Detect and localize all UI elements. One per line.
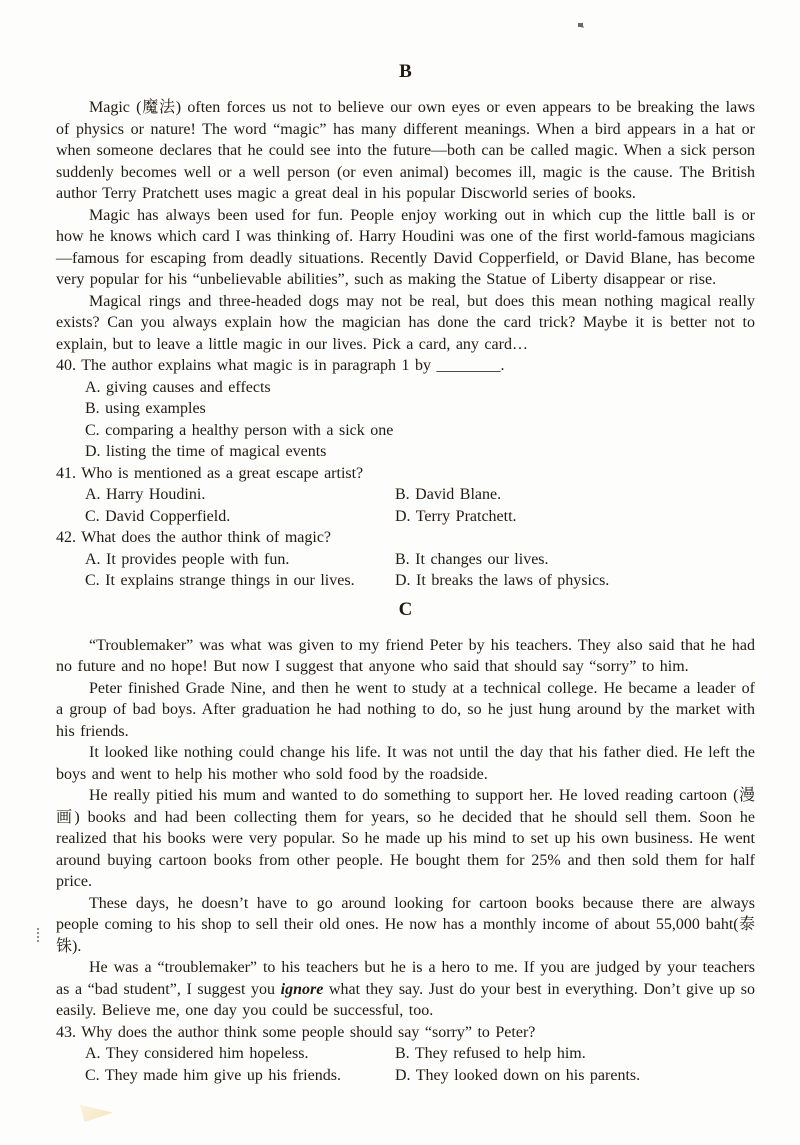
passage-c-paragraph-1: “Troublemaker” was what was given to my friend Peter by his teachers. They also said that he had no future and no hope! But now I suggest that anyone who said that should say “sorry” to him. bbox=[56, 636, 755, 675]
question-43 bbox=[56, 1022, 755, 1087]
passage-b-paragraph-3: Magical rings and three-headed dogs may not be real, but does this mean nothing magical really exists? Can you always explain how the magician has done the card trick? Maybe it is better not to explain, but to leave a little magic in our lives. Pick a card, any card… bbox=[56, 292, 755, 353]
passage-c-paragraph-3: It looked like nothing could change his life. It was not until the day that his father died. He left the boys and went to help his mother who sold food by the roadside. bbox=[56, 744, 755, 783]
question-41 bbox=[56, 463, 755, 528]
option-a: A. They considered him hopeless. bbox=[85, 1045, 309, 1062]
paragraph-text-post: what they say. Just do your best in everything. Don’t give up so easily. Believe me, one day you could be successful, too. bbox=[56, 980, 756, 1019]
question-41-stem: 41. Who is mentioned as a great escape artist? bbox=[56, 464, 364, 482]
question-42-stem: 42. What does the author think of magic? bbox=[56, 529, 332, 546]
question-42-options bbox=[56, 549, 755, 592]
option-a: A. Harry Houdini. bbox=[85, 486, 206, 503]
passage-c-paragraph-4: He really pitied his mum and wanted to do something to support her. He loved reading cartoon (漫画) books and had been collecting them for years, so he decided that he should sell them. Soon he realized that his books were very popular. So he made up his mind to set up his own business. He went around buying cartoon books from other people. He bought them for 25% and then sold them for half price. bbox=[56, 787, 756, 890]
option-b: B. They refused to help him. bbox=[395, 1045, 586, 1062]
option-c: C. It explains strange things in our lives. bbox=[85, 572, 355, 589]
option-c: C. David Copperfield. bbox=[85, 507, 231, 525]
yellow-arrow-artifact bbox=[80, 1104, 113, 1122]
option-a: A. It provides people with fun. bbox=[85, 550, 290, 568]
question-42 bbox=[56, 527, 755, 592]
option-a: A. giving causes and effects bbox=[85, 378, 271, 396]
passage-c-paragraph-6 bbox=[56, 957, 755, 1022]
scan-speck-artifact bbox=[578, 23, 583, 27]
margin-dotted-mark-artifact bbox=[37, 928, 39, 942]
paragraph-text-pre: He was a “troublemaker” to his teachers but he is a hero to me. If you are judged by your teachers as a “bad student”, I suggest you bbox=[56, 959, 755, 998]
option-b: B. It changes our lives. bbox=[395, 550, 549, 568]
option-c: C. comparing a healthy person with a sick one bbox=[85, 421, 394, 439]
question-41-options bbox=[56, 484, 755, 527]
passage-c-paragraph-5: These days, he doesn’t have to go around looking for cartoon books because there are always people coming to his shop to sell their old ones. He now has a monthly income of about 55,000 baht(泰铢). bbox=[56, 894, 756, 955]
option-b: B. using examples bbox=[85, 400, 206, 417]
question-43-options bbox=[56, 1043, 755, 1086]
emphasized-word: ignore bbox=[280, 980, 324, 998]
option-d: D. It breaks the laws of physics. bbox=[395, 572, 610, 589]
option-d: D. Terry Pratchett. bbox=[395, 507, 517, 525]
passage-b-paragraph-1: Magic (魔法) often forces us not to believe our own eyes or even appears to be breaking the laws of physics or nature! The word “magic” has many different meanings. When a bird appears in a hat or when someone declares that he could see into the future—both can be called magic. When a sick person suddenly becomes well or a well person (or even animal) becomes ill, magic is the cause. The British author Terry Pratchett uses magic a great deal in his popular Discworld series of books. bbox=[56, 99, 755, 202]
question-40 bbox=[56, 355, 755, 463]
option-d: D. They looked down on his parents. bbox=[395, 1066, 641, 1084]
option-d: D. listing the time of magical events bbox=[85, 443, 327, 460]
question-40-options bbox=[56, 377, 755, 463]
question-40-stem: 40. The author explains what magic is in paragraph 1 by ________. bbox=[56, 357, 505, 374]
option-b: B. David Blane. bbox=[395, 486, 502, 503]
passage-c-paragraph-2: Peter finished Grade Nine, and then he went to study at a technical college. He became a leader of a group of bad boys. After graduation he had nothing to do, so he just hung around by the market with his friends. bbox=[56, 679, 755, 740]
option-c: C. They made him give up his friends. bbox=[85, 1066, 341, 1084]
passage-b-paragraph-2: Magic has always been used for fun. People enjoy working out in which cup the little ball is or how he knows which card I was thinking of. Harry Houdini was one of the first world-famous magicians—famous for escaping from deadly situations. Recently David Copperfield, or David Blane, has become very popular for his “unbelievable abilities”, such as making the Statue of Liberty disappear or rise. bbox=[56, 206, 755, 288]
section-c-heading: C bbox=[398, 598, 413, 620]
question-43-stem: 43. Why does the author think some people should say “sorry” to Peter? bbox=[56, 1023, 536, 1041]
section-b-heading: B bbox=[399, 61, 412, 82]
